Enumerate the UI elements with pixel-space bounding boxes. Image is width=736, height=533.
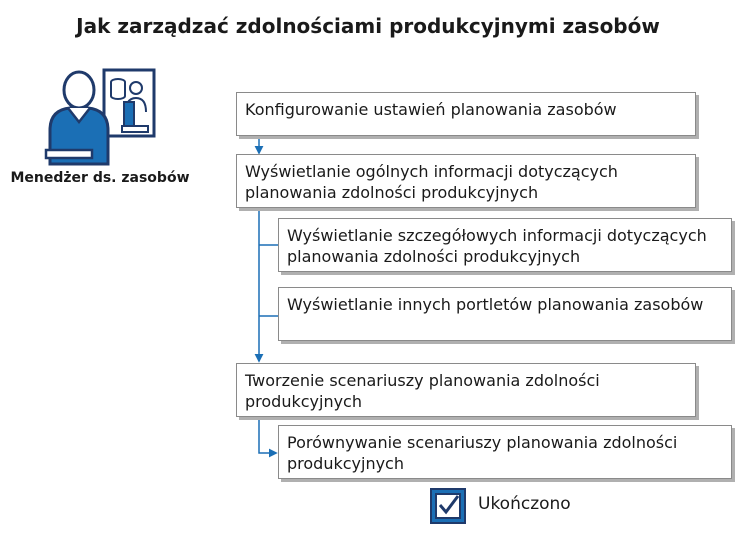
role-label: Menedżer ds. zasobów: [10, 170, 190, 186]
connector-5-6: [259, 416, 276, 453]
completion-label: Ukończono: [478, 494, 571, 514]
step-compare-scenarios[interactable]: Porównywanie scenariuszy planowania zdolności produkcyjnych: [278, 425, 732, 479]
step-view-overview[interactable]: Wyświetlanie ogólnych informacji dotyczących planowania zdolności produkcyjnych: [236, 154, 696, 208]
step-create-scenarios[interactable]: Tworzenie scenariuszy planowania zdolności produkcyjnych: [236, 363, 696, 417]
checkbox-checked-icon: [430, 488, 466, 524]
step-configure-settings[interactable]: Konfigurowanie ustawień planowania zasobów: [236, 92, 696, 136]
step-view-details[interactable]: Wyświetlanie szczegółowych informacji dotyczących planowania zdolności produkcyjnych: [278, 218, 732, 272]
step-view-other-portlets[interactable]: Wyświetlanie innych portletów planowania zasobów: [278, 287, 732, 341]
page-title: Jak zarządzać zdolnościami produkcyjnymi zasobów: [76, 14, 660, 38]
